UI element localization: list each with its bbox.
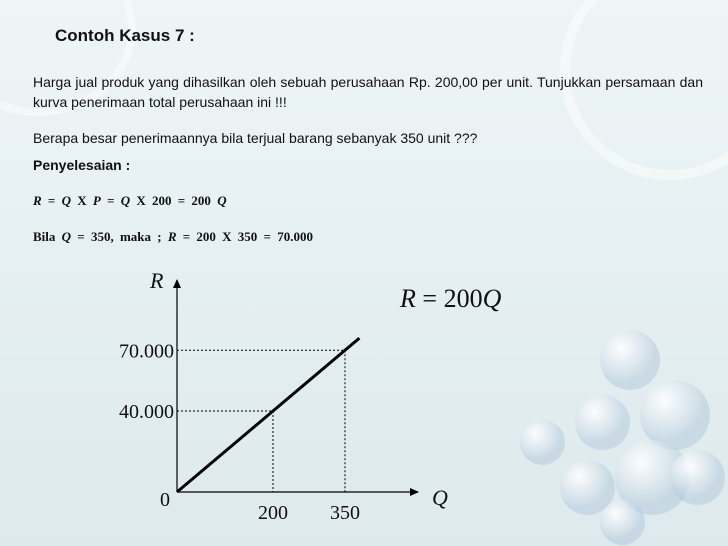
slide-title: Contoh Kasus 7 : (55, 26, 195, 45)
x-tick-label: 350 (330, 502, 360, 524)
revenue-line (177, 338, 359, 492)
solution-label: Penyelesaian : (33, 157, 131, 173)
problem-statement: Harga jual produk yang dihasilkan oleh sebuah perusahaan Rp. 200,00 per unit. Tunjukkan persamaan dan kurva penerimaan total perusahaan ini !!! (33, 74, 703, 110)
y-axis-label: R (150, 268, 164, 293)
equation-revenue: R = Q X P = Q X 200 = 200 Q (33, 193, 227, 208)
question-text: Berapa besar penerimaannya bila terjual barang sebanyak 350 unit ??? (33, 130, 478, 146)
y-tick-label: 70.000 (119, 340, 174, 363)
equation-example: Bila Q = 350, maka ; R = 200 X 350 = 70.000 (33, 229, 313, 244)
y-tick-label: 40.000 (119, 401, 174, 423)
x-tick-label: 200 (258, 502, 288, 524)
x-axis-label: Q (432, 485, 448, 510)
origin-label: 0 (160, 489, 170, 511)
equation-label: R = 200Q (400, 284, 502, 313)
